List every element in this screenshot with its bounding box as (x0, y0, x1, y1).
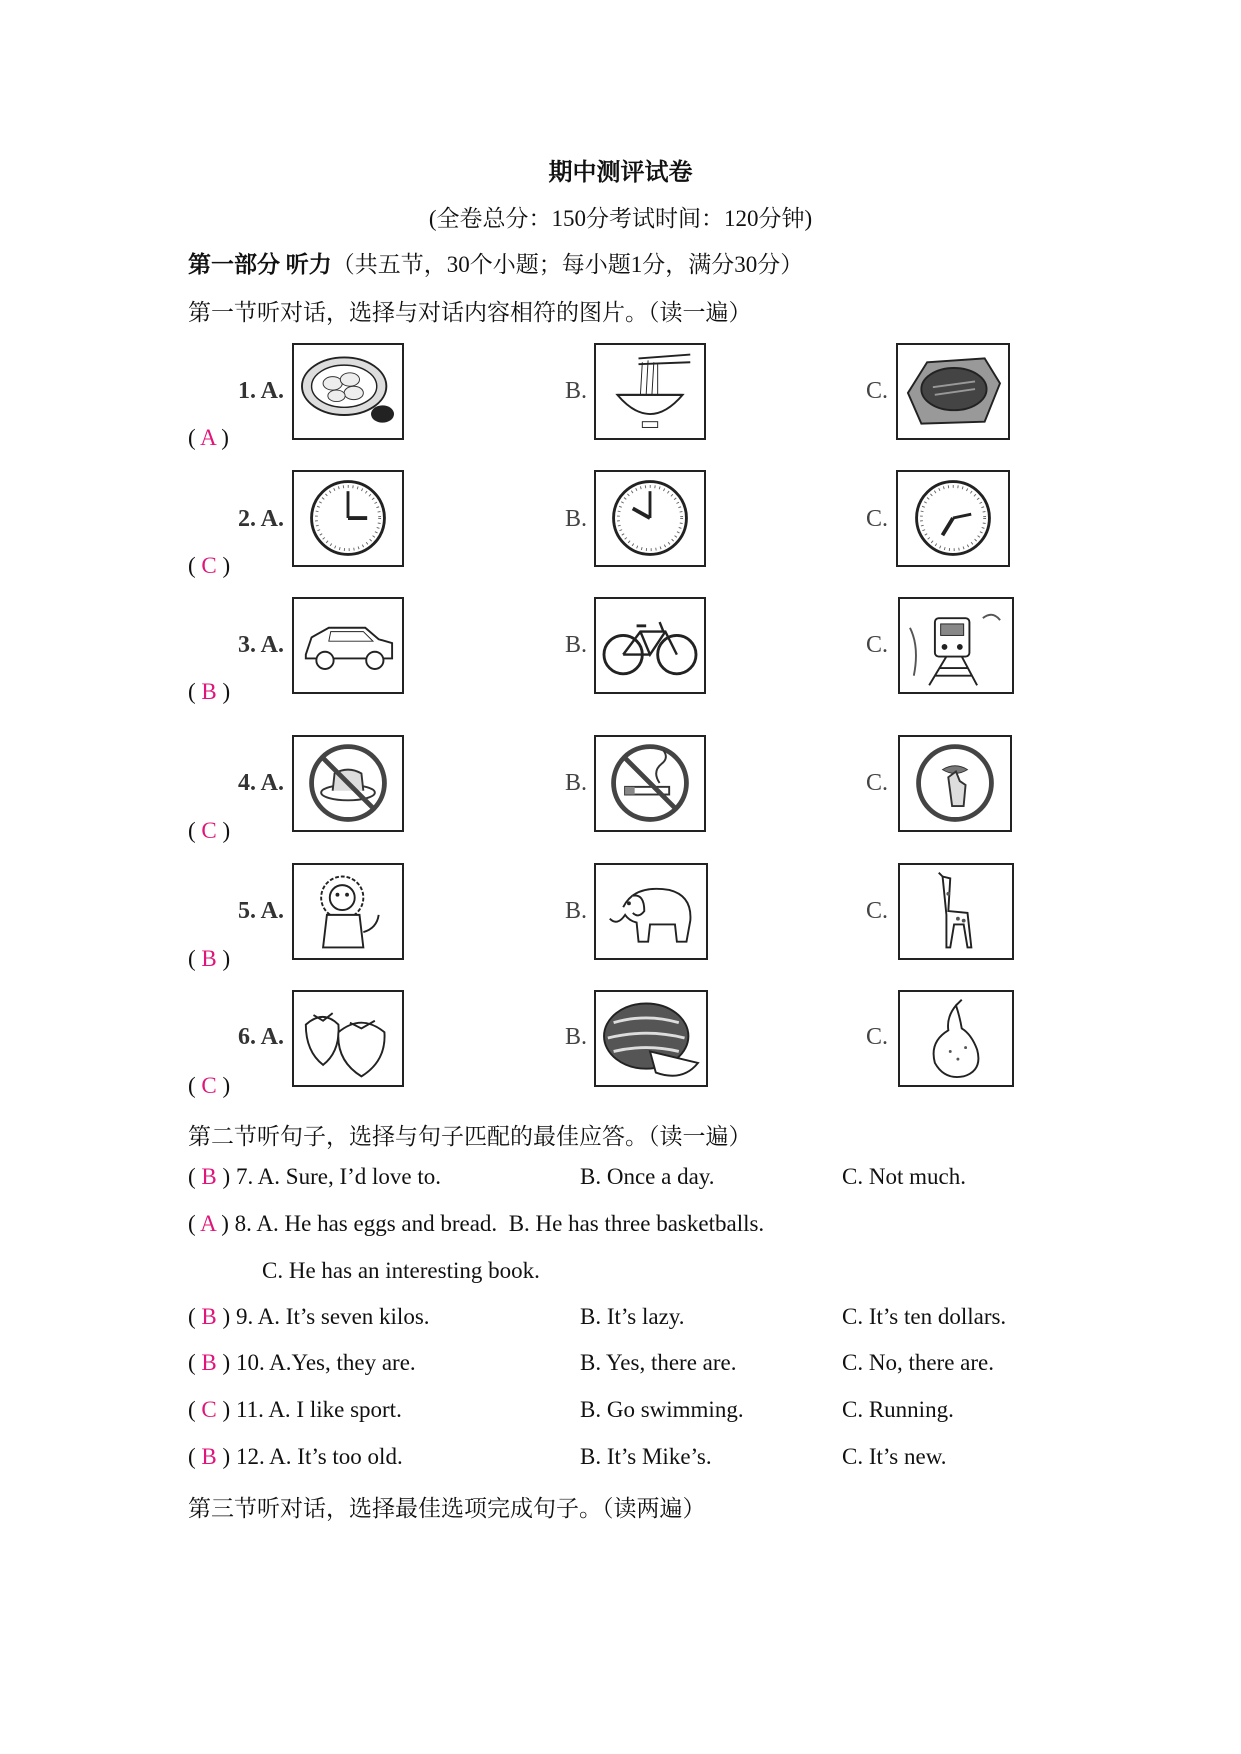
q2-option-c-label: C. (866, 506, 889, 532)
paren-close: ) (222, 1444, 231, 1469)
q6-label: 6. A. (238, 1024, 285, 1050)
giraffe-image (898, 863, 1014, 960)
q7-option-b: B. Once a day. (580, 1164, 715, 1189)
q8-option-c: C. He has an interesting book. (262, 1258, 540, 1283)
q5-label: 5. A. (238, 898, 285, 924)
q9-option-b: B. It’s lazy. (580, 1304, 685, 1329)
q1-option-c-label: C. (866, 378, 889, 404)
q8-answer: A (200, 1211, 216, 1236)
paren-open: ( (188, 1397, 196, 1422)
q10-option-b: B. Yes, there are. (580, 1350, 737, 1375)
q7-row (188, 1164, 441, 1190)
paren-close: ) (221, 1211, 229, 1236)
q12-option-c: C. It’s new. (842, 1444, 947, 1469)
q1-label: 1. A. (238, 378, 285, 404)
clock-10-image (594, 470, 706, 567)
q10-option-c: C. No, there are. (842, 1350, 994, 1375)
bicycle-image (594, 597, 706, 694)
section1-instruction: 第一节听对话，选择与对话内容相符的图片。（读一遍） (188, 300, 752, 325)
part1-heading-bold: 第一部分 听力 (188, 252, 332, 277)
dumplings-image (292, 343, 404, 440)
paren-open: ( (188, 679, 196, 704)
q9-option-c: C. It’s ten dollars. (842, 1304, 1007, 1329)
q7-option-a: 7. A. Sure, I’d love to. (235, 1164, 441, 1189)
q5-answer-slot (188, 946, 230, 972)
q5-option-c-label: C. (866, 898, 889, 924)
q9-row (188, 1304, 430, 1330)
page-subtitle: (全卷总分：150分考试时间：120分钟) (428, 206, 813, 231)
noodles-image (594, 343, 706, 440)
q3-option-c-label: C. (866, 632, 889, 658)
paren-close: ) (222, 1073, 231, 1098)
q3-answer-slot (188, 679, 230, 705)
q6-option-b-label: B. (565, 1024, 588, 1050)
paren-close: ) (222, 946, 231, 971)
elephant-image (594, 863, 708, 960)
train-image (898, 597, 1014, 694)
q12-option-a: 12. A. It’s too old. (235, 1444, 403, 1469)
q10-row (188, 1350, 416, 1376)
q10-answer: B (201, 1350, 217, 1375)
q11-option-a: 11. A. I like sport. (235, 1397, 402, 1422)
q3-option-b-label: B. (565, 632, 588, 658)
q2-label: 2. A. (238, 506, 285, 532)
q1-option-b-label: B. (565, 378, 588, 404)
paren-close: ) (222, 1397, 231, 1422)
q3-label: 3. A. (238, 632, 285, 658)
q4-option-b-label: B. (565, 770, 588, 796)
q6-option-c-label: C. (866, 1024, 889, 1050)
q2-option-b-label: B. (565, 506, 588, 532)
clock-7-image (896, 470, 1010, 567)
q11-option-c: C. Running. (842, 1397, 954, 1422)
q11-answer: C (201, 1397, 217, 1422)
q11-option-b: B. Go swimming. (580, 1397, 744, 1422)
paren-open: ( (188, 1350, 196, 1375)
q1-answer: A (200, 425, 216, 450)
watermelon-image (594, 990, 708, 1087)
q1-answer-slot (188, 425, 229, 451)
q5-answer: B (201, 946, 217, 971)
q4-option-c-label: C. (866, 770, 889, 796)
paren-close: ) (222, 1350, 231, 1375)
q9-answer: B (201, 1304, 217, 1329)
q12-answer: B (201, 1444, 217, 1469)
paren-open: ( (188, 425, 196, 450)
paren-open: ( (188, 1164, 196, 1189)
paren-close: ) (222, 679, 231, 704)
q8-row (188, 1211, 764, 1237)
paren-open: ( (188, 1444, 196, 1469)
strawberries-image (292, 990, 404, 1087)
section2-instruction: 第二节听句子，选择与句子匹配的最佳应答。（读一遍） (188, 1124, 752, 1149)
paren-open: ( (188, 1073, 196, 1098)
section3-instruction: 第三节听对话，选择最佳选项完成句子。（读两遍） (188, 1496, 706, 1521)
q12-row (188, 1444, 403, 1470)
paren-close: ) (221, 425, 229, 450)
q6-answer-slot (188, 1073, 230, 1099)
paren-open: ( (188, 553, 196, 578)
paren-close: ) (222, 818, 231, 843)
part1-heading (188, 246, 803, 279)
q11-row (188, 1397, 402, 1423)
q4-answer-slot (188, 818, 230, 844)
q8-option-a: 8. A. He has eggs and bread. (234, 1211, 498, 1236)
q4-answer: C (201, 818, 217, 843)
q3-answer: B (201, 679, 217, 704)
q2-answer-slot (188, 553, 230, 579)
paren-close: ) (222, 1164, 231, 1189)
part1-heading-rest: （共五节，30个小题；每小题1分，满分30分） (331, 252, 804, 277)
paren-close: ) (222, 1304, 231, 1329)
paren-open: ( (188, 946, 196, 971)
q4-label: 4. A. (238, 770, 285, 796)
paren-close: ) (222, 553, 231, 578)
q9-option-a: 9. A. It’s seven kilos. (235, 1304, 430, 1329)
q6-answer: C (201, 1073, 217, 1098)
paren-open: ( (188, 818, 196, 843)
no-smoking-sign (594, 735, 706, 832)
q7-answer: B (201, 1164, 217, 1189)
q8-option-b: B. He has three basketballs. (508, 1211, 765, 1236)
page-title: 期中测评试卷 (548, 160, 693, 186)
pear-image (898, 990, 1014, 1087)
steak-image (896, 343, 1010, 440)
q7-option-c: C. Not much. (842, 1164, 966, 1189)
paren-open: ( (188, 1211, 196, 1236)
q2-answer: C (201, 553, 217, 578)
lion-image (292, 863, 404, 960)
clock-3-image (292, 470, 404, 567)
q12-option-b: B. It’s Mike’s. (580, 1444, 712, 1469)
car-image (292, 597, 404, 694)
q5-option-b-label: B. (565, 898, 588, 924)
no-hat-sign (292, 735, 404, 832)
q10-option-a: 10. A.Yes, they are. (235, 1350, 416, 1375)
paren-open: ( (188, 1304, 196, 1329)
quiet-sign (898, 735, 1012, 832)
